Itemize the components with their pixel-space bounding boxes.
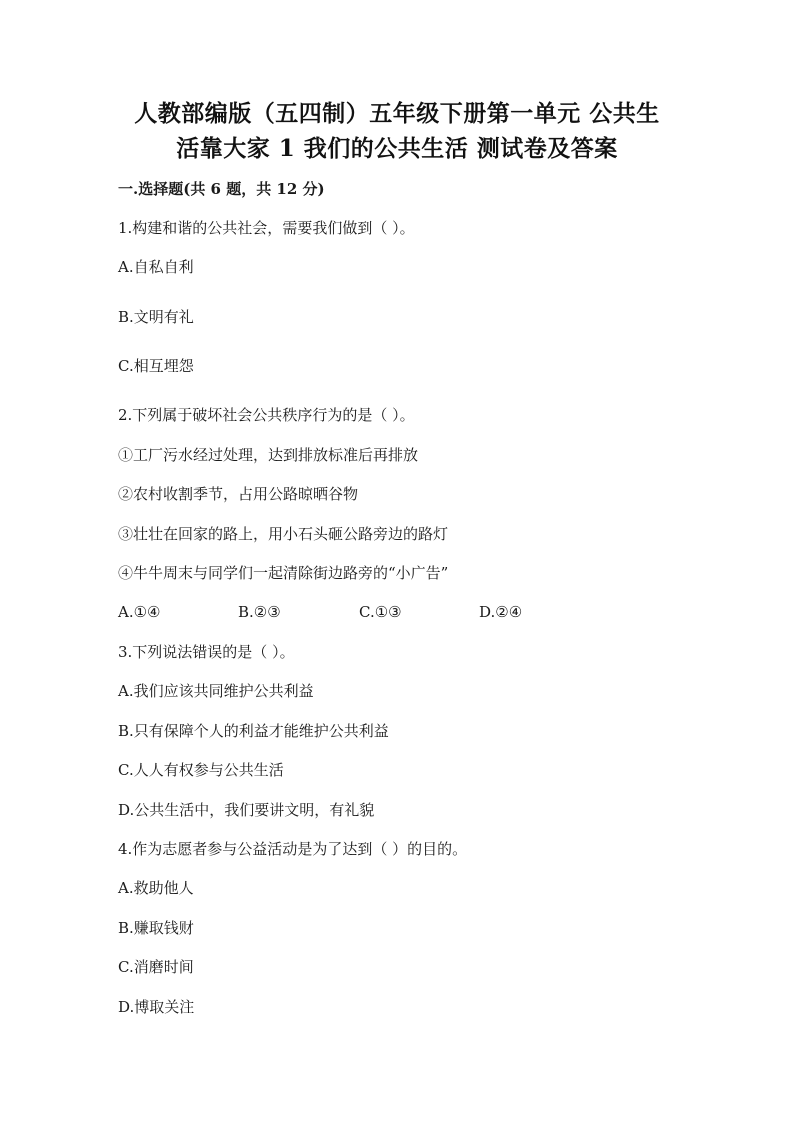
question-2-stem: 2.下列属于破坏社会公共秩序行为的是（ ）。 <box>118 406 415 424</box>
question-4-option-a: A.救助他人 <box>118 879 194 897</box>
question-1-option-b: B.文明有礼 <box>118 308 194 326</box>
question-3-option-c: C.人人有权参与公共生活 <box>118 761 284 779</box>
question-2-option-a: A.①④ <box>118 603 161 621</box>
question-2-item-4: ④牛牛周末与同学们一起清除街边路旁的“小广告” <box>118 564 449 582</box>
question-2-option-c: C.①③ <box>359 603 402 621</box>
question-3-option-b: B.只有保障个人的利益才能维护公共利益 <box>118 722 389 740</box>
page-title-line-1: 人教部编版（五四制）五年级下册第一单元 公共生 <box>134 100 660 127</box>
question-4-option-c: C.消磨时间 <box>118 958 194 976</box>
question-2-option-d: D.②④ <box>479 603 523 621</box>
question-1-option-a: A.自私自利 <box>118 258 194 276</box>
question-1-option-c: C.相互埋怨 <box>118 357 194 375</box>
page-title-line-2: 活靠大家 1 我们的公共生活 测试卷及答案 <box>176 135 618 162</box>
question-2-item-3: ③壮壮在回家的路上，用小石头砸公路旁边的路灯 <box>118 525 449 543</box>
section-heading: 一.选择题(共 6 题，共 12 分) <box>118 180 325 198</box>
question-2-options-row <box>118 602 678 622</box>
question-4-option-b: B.赚取钱财 <box>118 919 194 937</box>
question-2-option-b: B.②③ <box>238 603 281 621</box>
question-4-option-d: D.博取关注 <box>118 998 195 1016</box>
question-4-stem: 4.作为志愿者参与公益活动是为了达到（ ）的目的。 <box>118 840 468 858</box>
question-3-stem: 3.下列说法错误的是（ ）。 <box>118 643 295 661</box>
question-3-option-a: A.我们应该共同维护公共利益 <box>118 682 314 700</box>
question-3-option-d: D.公共生活中，我们要讲文明，有礼貌 <box>118 801 375 819</box>
question-2-item-2: ②农村收割季节，占用公路晾晒谷物 <box>118 485 359 503</box>
question-2-item-1: ①工厂污水经过处理，达到排放标准后再排放 <box>118 446 419 464</box>
question-1-stem: 1.构建和谐的公共社会，需要我们做到（ ）。 <box>118 219 415 237</box>
